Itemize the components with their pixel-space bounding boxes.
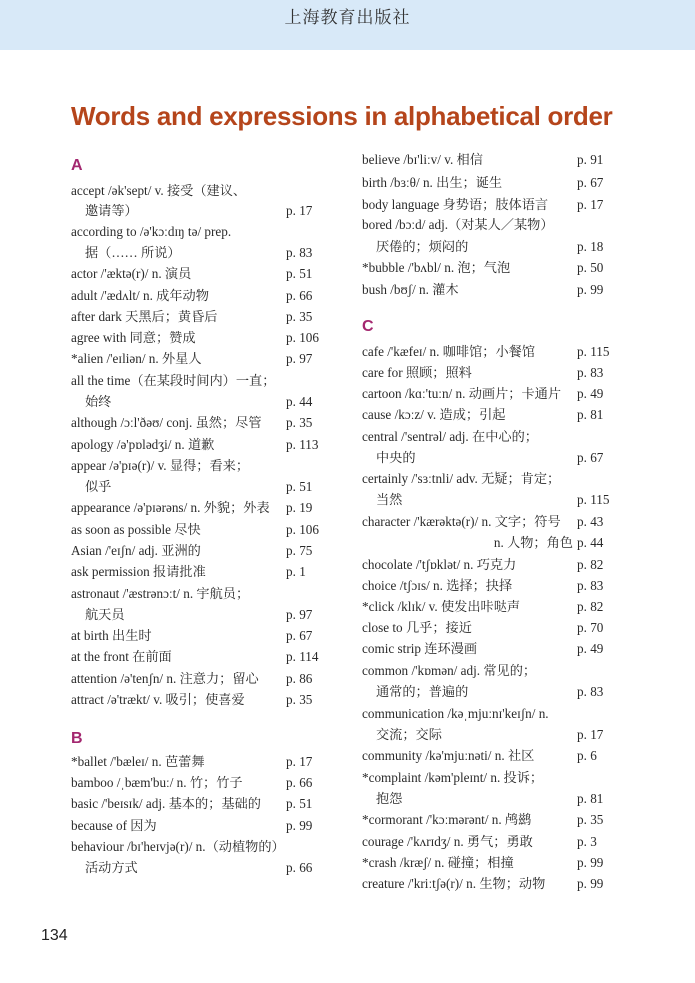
page-reference: p. 99 bbox=[577, 855, 604, 870]
page-reference: p. 83 bbox=[577, 578, 604, 593]
glossary-entry-text: 交流；交际 bbox=[376, 727, 442, 742]
page-reference: p. 35 bbox=[577, 812, 604, 827]
glossary-entry-text: chocolate /'tʃɒklət/ n. 巧克力 bbox=[362, 557, 517, 572]
glossary-entry-text: 据（…… 所说） bbox=[85, 245, 181, 260]
page-reference: p. 86 bbox=[286, 671, 313, 686]
page-reference: p. 19 bbox=[286, 500, 313, 515]
glossary-entry-text: 厌倦的；烦闷的 bbox=[376, 239, 469, 254]
glossary-entry-text: according to /ə'kɔːdɪŋ tə/ prep. bbox=[71, 224, 232, 239]
glossary-entry-text: because of 因为 bbox=[71, 818, 157, 833]
glossary-entry-text: astronaut /'æstrənɔːt/ n. 宇航员； bbox=[71, 586, 250, 601]
page-reference: p. 66 bbox=[286, 288, 313, 303]
page-reference: p. 97 bbox=[286, 351, 313, 366]
glossary-entry-text: *crash /kræʃ/ n. 碰撞；相撞 bbox=[362, 855, 514, 870]
glossary-entry-text: bored /bɔːd/ adj.（对某人／某物） bbox=[362, 217, 554, 232]
glossary-entry-text: actor /'æktə(r)/ n. 演员 bbox=[71, 266, 192, 281]
glossary-entry-text: all the time（在某段时间内）一直； bbox=[71, 373, 276, 388]
page-reference: p. 43 bbox=[577, 514, 604, 529]
page-reference: p. 44 bbox=[577, 535, 604, 550]
glossary-entry-text: *complaint /kəm'pleɪnt/ n. 投诉； bbox=[362, 770, 544, 785]
glossary-entry-text: bamboo /ˌbæm'buː/ n. 竹；竹子 bbox=[71, 775, 243, 790]
page-reference: p. 67 bbox=[577, 175, 604, 190]
page-reference: p. 49 bbox=[577, 641, 604, 656]
page-reference: p. 106 bbox=[286, 330, 319, 345]
glossary-entry-text: communication /kəˌmjuːnɪ'keɪʃn/ n. bbox=[362, 706, 549, 721]
glossary-entry-text: attention /ə'tenʃn/ n. 注意力；留心 bbox=[71, 671, 259, 686]
glossary-entry-text: Asian /'eɪʃn/ adj. 亚洲的 bbox=[71, 543, 201, 558]
glossary-entry-text: 似乎 bbox=[85, 479, 112, 494]
page-reference: p. 17 bbox=[286, 203, 313, 218]
glossary-entry-text: 中央的 bbox=[376, 450, 416, 465]
page-reference: p. 114 bbox=[286, 649, 319, 664]
page-reference: p. 51 bbox=[286, 479, 313, 494]
page-reference: p. 115 bbox=[577, 492, 610, 507]
page-reference: p. 51 bbox=[286, 266, 313, 281]
page-reference: p. 49 bbox=[577, 386, 604, 401]
page-reference: p. 113 bbox=[286, 437, 319, 452]
glossary-entry-text: *click /klɪk/ v. 使发出咔哒声 bbox=[362, 599, 521, 614]
page-reference: p. 17 bbox=[577, 197, 604, 212]
page-reference: p. 67 bbox=[577, 450, 604, 465]
glossary-entry-text: appearance /ə'pɪərəns/ n. 外貌；外表 bbox=[71, 500, 270, 515]
glossary-entry-text: n. 人物；角色 bbox=[493, 535, 573, 550]
glossary-entry-text: cafe /'kæfeɪ/ n. 咖啡馆；小餐馆 bbox=[362, 344, 536, 359]
page-reference: p. 35 bbox=[286, 692, 313, 707]
page-reference: p. 81 bbox=[577, 791, 604, 806]
glossary-entry-text: at the front 在前面 bbox=[71, 649, 172, 664]
page-reference: p. 35 bbox=[286, 415, 313, 430]
glossary-entry-text: bush /bʊʃ/ n. 灌木 bbox=[362, 282, 459, 297]
page-reference: p. 97 bbox=[286, 607, 313, 622]
glossary-entry-text: central /'sentrəl/ adj. 在中心的； bbox=[362, 429, 538, 444]
page-reference: p. 115 bbox=[577, 344, 610, 359]
page-reference: p. 18 bbox=[577, 239, 604, 254]
page-reference: p. 3 bbox=[577, 834, 597, 849]
page-reference: p. 99 bbox=[577, 282, 604, 297]
glossary-entry-text: although /ɔːl'ðəʊ/ conj. 虽然；尽管 bbox=[71, 415, 262, 430]
glossary-entry-text: ask permission 报请批准 bbox=[71, 564, 206, 579]
glossary-entry-text: attract /ə'trækt/ v. 吸引；使喜爱 bbox=[71, 692, 245, 707]
glossary-entry-text: certainly /'sɜːtnli/ adv. 无疑；肯定； bbox=[362, 471, 561, 486]
page-reference: p. 106 bbox=[286, 522, 319, 537]
glossary-entry-text: care for 照顾；照料 bbox=[362, 365, 472, 380]
glossary-entry-text: adult /'ædʌlt/ n. 成年动物 bbox=[71, 288, 209, 303]
glossary-entry-text: agree with 同意；赞成 bbox=[71, 330, 196, 345]
glossary-entry-text: appear /ə'pɪə(r)/ v. 显得；看来； bbox=[71, 458, 250, 473]
page-reference: p. 75 bbox=[286, 543, 313, 558]
glossary-entry-text: 航天员 bbox=[85, 607, 125, 622]
glossary-entry-text: creature /'kriːtʃə(r)/ n. 生物；动物 bbox=[362, 876, 546, 891]
glossary-entry-text: as soon as possible 尽快 bbox=[71, 522, 201, 537]
glossary-entry-text: 抱怨 bbox=[376, 791, 403, 806]
page-reference: p. 1 bbox=[286, 564, 306, 579]
page-reference: p. 50 bbox=[577, 260, 604, 275]
glossary-entry-text: 活动方式 bbox=[85, 860, 138, 875]
page-reference: p. 44 bbox=[286, 394, 313, 409]
glossary-entry-text: *bubble /'bʌbl/ n. 泡；气泡 bbox=[362, 260, 511, 275]
section-letter-heading: C bbox=[362, 318, 374, 335]
glossary-entry-text: cause /kɔːz/ v. 造成；引起 bbox=[362, 407, 506, 422]
glossary-entry-text: close to 几乎；接近 bbox=[362, 620, 472, 635]
glossary-entry-text: courage /'kʌrɪdʒ/ n. 勇气；勇敢 bbox=[362, 834, 533, 849]
page-reference: p. 17 bbox=[577, 727, 604, 742]
glossary-entry-text: 通常的；普遍的 bbox=[376, 684, 469, 699]
page-reference: p. 81 bbox=[577, 407, 604, 422]
glossary-entry-text: cartoon /kɑː'tuːn/ n. 动画片；卡通片 bbox=[362, 386, 562, 401]
glossary-entry-text: *ballet /'bæleɪ/ n. 芭蕾舞 bbox=[71, 754, 205, 769]
page-number: 134 bbox=[41, 927, 68, 944]
page-reference: p. 17 bbox=[286, 754, 313, 769]
page-reference: p. 83 bbox=[286, 245, 313, 260]
page-title: Words and expressions in alphabetical order bbox=[71, 101, 613, 131]
glossary-entry-text: birth /bɜːθ/ n. 出生；诞生 bbox=[362, 175, 503, 190]
glossary-entry-text: 邀请等） bbox=[85, 203, 138, 218]
page-reference: p. 51 bbox=[286, 796, 313, 811]
glossary-entry-text: after dark 天黑后；黄昏后 bbox=[71, 309, 218, 324]
glossary-entry-text: 当然 bbox=[376, 492, 403, 507]
page-reference: p. 99 bbox=[577, 876, 604, 891]
section-letter-heading: A bbox=[71, 157, 83, 174]
page-reference: p. 67 bbox=[286, 628, 313, 643]
glossary-entry-text: basic /'beɪsɪk/ adj. 基本的；基础的 bbox=[71, 796, 261, 811]
page-reference: p. 35 bbox=[286, 309, 313, 324]
page-reference: p. 70 bbox=[577, 620, 604, 635]
section-letter-heading: B bbox=[71, 730, 83, 747]
glossary-entry-text: 始终 bbox=[85, 394, 112, 409]
page-reference: p. 82 bbox=[577, 557, 604, 572]
glossary-entry-text: apology /ə'pɒlədʒi/ n. 道歉 bbox=[71, 437, 215, 452]
publisher-banner bbox=[0, 0, 695, 50]
page-reference: p. 66 bbox=[286, 775, 313, 790]
glossary-entry-text: community /kə'mjuːnəti/ n. 社区 bbox=[362, 748, 535, 763]
glossary-entry-text: common /'kɒmən/ adj. 常见的； bbox=[362, 663, 537, 678]
page-reference: p. 66 bbox=[286, 860, 313, 875]
glossary-entry-text: comic strip 连环漫画 bbox=[362, 641, 478, 656]
glossary-entry-text: character /'kærəktə(r)/ n. 文字；符号 bbox=[362, 514, 561, 529]
glossary-entry-text: choice /tʃɔɪs/ n. 选择；抉择 bbox=[362, 578, 513, 593]
publisher-name: 上海教育出版社 bbox=[284, 8, 411, 28]
page-reference: p. 6 bbox=[577, 748, 597, 763]
glossary-entry-text: behaviour /bɪ'heɪvjə(r)/ n.（动植物的） bbox=[71, 839, 285, 854]
page-reference: p. 82 bbox=[577, 599, 604, 614]
glossary-entry-text: at birth 出生时 bbox=[71, 628, 152, 643]
glossary-entry-text: accept /ək'sept/ v. 接受（建议、 bbox=[71, 183, 247, 198]
page-reference: p. 91 bbox=[577, 152, 604, 167]
glossary-entry-text: *cormorant /'kɔːmərənt/ n. 鸬鹚 bbox=[362, 812, 532, 827]
glossary-entry-text: body language 身势语；肢体语言 bbox=[362, 197, 549, 212]
page-reference: p. 99 bbox=[286, 818, 313, 833]
glossary-entry-text: believe /bɪ'liːv/ v. 相信 bbox=[362, 152, 483, 167]
page-reference: p. 83 bbox=[577, 684, 604, 699]
glossary-entry-text: *alien /'eɪliən/ n. 外星人 bbox=[71, 351, 202, 366]
page-reference: p. 83 bbox=[577, 365, 604, 380]
